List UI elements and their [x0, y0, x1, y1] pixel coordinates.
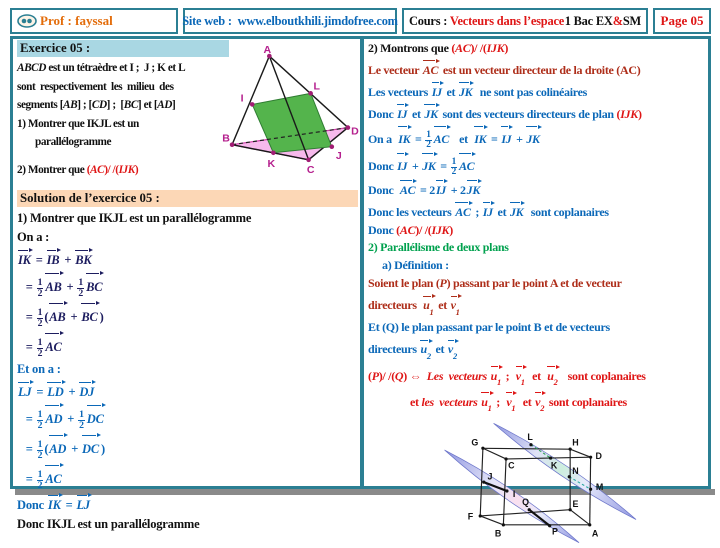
text-line: = $\frac{1}{2}$ AC	[17, 462, 358, 492]
figure-label-D: D	[595, 451, 602, 462]
vector: IK	[47, 492, 63, 515]
vector: IK	[397, 124, 412, 150]
vector: IJ	[396, 151, 409, 177]
text-line: IK = IB + BK	[17, 247, 358, 270]
text-line: ABCD est un tétraèdre et I ; J ; K et L	[17, 62, 186, 74]
vector: $v_1$	[505, 390, 517, 416]
vector: DC	[81, 432, 101, 462]
figure-point-B	[502, 523, 505, 526]
figure-point-J	[482, 481, 485, 484]
figure-label-Q: Q	[522, 497, 530, 508]
vector: JK	[466, 178, 482, 200]
text-line: (P)/ /(Q) ⇔ Les vecteurs $u_1$ ; $v_1$ et $u_2$ sont coplanaires	[368, 364, 708, 390]
fraction: $\frac{1}{2}$	[37, 409, 43, 431]
figure-label-H: H	[572, 437, 579, 448]
vector: AD	[44, 402, 64, 432]
figure-point-J	[329, 144, 334, 149]
text-line: = $\frac{1}{2}$ (AB + BC )	[17, 300, 358, 330]
text-line: Et on a :	[17, 362, 61, 376]
text-line: 2) Montrer que (AC)/ /(IJK)	[17, 163, 139, 176]
text-line: parallélogramme	[35, 136, 112, 148]
vector: LJ	[17, 379, 34, 402]
vector: AC	[454, 200, 472, 222]
text-line: directeurs $u_2$ et $v_2$	[368, 337, 708, 363]
text-line: = $\frac{1}{2}$ (AD + DC )	[17, 432, 358, 462]
text-line: 2) Montrons que (AC)/ /(IJK)	[368, 41, 509, 55]
vector: AC	[433, 124, 451, 150]
vector: IB	[46, 247, 62, 270]
text-line: On a IK = $\frac{1}{2}$ AC et IK = IJ + JK	[368, 124, 708, 151]
figure-label-J: J	[335, 149, 342, 162]
parallel-planes-cube-figure	[378, 418, 708, 548]
fraction: $\frac{1}{2}$	[37, 337, 43, 359]
figure-label-P: P	[552, 526, 558, 537]
text-line: segments [AB] ; [CD] ; [BC] et [AD]	[17, 99, 176, 111]
vector: IK	[473, 124, 488, 150]
text-line: = $\frac{1}{2}$ AD + $\frac{1}{2}$ DC	[17, 402, 358, 432]
figure-label-F: F	[467, 511, 474, 522]
vector: JK	[458, 80, 474, 102]
figure-label-A: A	[263, 44, 272, 57]
document-body	[10, 36, 711, 539]
vector: BC	[85, 270, 104, 300]
text-line: Donc IJ et JK sont des vecteurs directeurs de plan (IJK)	[368, 102, 708, 124]
figure-label-L: L	[527, 432, 533, 443]
text-line: a) Définition :	[382, 258, 449, 273]
text-line: Donc IJ + JK = $\frac{1}{2}$ AC	[368, 151, 708, 178]
vector: IJ	[482, 200, 495, 222]
figure-point-G	[481, 447, 484, 450]
figure-label-B: B	[222, 132, 230, 145]
text-line: LJ = LD + DJ	[17, 379, 358, 402]
vector: LD	[46, 379, 65, 402]
text-line: Donc (AC)/ /(IJK)	[368, 222, 453, 237]
right-column-text	[368, 40, 708, 416]
text-line: sont respectivement les milieu des	[17, 80, 174, 93]
class-label: 1 Bac EX&SM	[564, 13, 641, 28]
site-logo-icon	[17, 14, 37, 28]
course-cell	[402, 8, 648, 34]
vector: DC	[86, 402, 106, 432]
figure-label-I: I	[512, 489, 516, 500]
vector: BC	[80, 300, 99, 330]
vector: AC	[399, 178, 417, 200]
site-url: Site web : www.elboutkhili.jimdofree.com	[182, 13, 398, 28]
page-number-cell	[653, 8, 711, 34]
right-column	[364, 39, 708, 539]
figure-label-I: I	[240, 92, 244, 105]
vector: IJ	[500, 124, 513, 150]
course-title: Cours : Vecteurs dans l’espace	[409, 13, 565, 28]
fraction: $\frac{1}{2}$	[37, 307, 43, 329]
vector: LJ	[76, 492, 93, 515]
figure-label-K: K	[267, 157, 276, 170]
figure-label-L: L	[313, 80, 320, 93]
vector: $u_1$	[422, 293, 435, 319]
vector: JK	[509, 200, 525, 222]
vector: AB	[48, 300, 67, 330]
left-column	[13, 39, 364, 531]
vector: $v_1$	[515, 364, 527, 390]
vector: JK	[421, 151, 437, 177]
vector: JK	[525, 124, 541, 150]
fraction: $\frac{1}{2}$	[37, 439, 43, 461]
exercise-statement	[17, 59, 225, 179]
solution-title: Solution de l’exercice 05 :	[20, 191, 160, 205]
figure-label-C: C	[508, 460, 515, 471]
site-cell	[183, 8, 397, 34]
fraction: $\frac{1}{2}$	[79, 409, 84, 431]
vector: AC	[44, 462, 63, 492]
vector: AC	[44, 330, 63, 360]
text-line: = $\frac{1}{2}$ AB + $\frac{1}{2}$ BC	[17, 270, 358, 300]
vector: IJ	[435, 178, 448, 200]
fraction: $\frac{1}{2}$	[37, 469, 43, 491]
text-line: directeurs $u_1$ et $v_1$	[368, 293, 708, 319]
page-number: Page 05	[660, 13, 704, 28]
figure-point-I	[250, 102, 255, 107]
figure-point-K	[271, 150, 276, 155]
fraction: $\frac{1}{2}$	[426, 129, 431, 151]
tetrahedron-figure	[220, 46, 363, 187]
figure-label-M: M	[595, 482, 604, 493]
figure-label-B: B	[494, 528, 502, 539]
vector: $v_1$	[450, 293, 462, 319]
vector: AC	[422, 58, 440, 80]
figure-label-G: G	[471, 437, 479, 448]
figure-label-D: D	[351, 125, 359, 138]
figure-label-N: N	[572, 466, 579, 477]
figure-label-J: J	[487, 471, 493, 482]
solution-text	[17, 209, 358, 534]
vector: $u_1$	[480, 390, 493, 416]
figure-label-C: C	[306, 163, 315, 176]
text-line: 1) Montrer que IKJL est un	[17, 117, 139, 130]
figure-point-Q	[528, 508, 531, 511]
text-line: 2) Parallélisme de deux plans	[368, 240, 509, 255]
text-line: Le vecteur AC est un vecteur directeur de la droite (AC)	[368, 58, 708, 80]
figure-point-C	[504, 458, 507, 461]
vector: DJ	[78, 379, 96, 402]
vector: BK	[74, 247, 93, 270]
fraction: $\frac{1}{2}$	[451, 156, 456, 178]
text-line: On a :	[17, 230, 50, 244]
text-line: Donc IKJL est un parallélogramme	[17, 517, 200, 531]
document-header	[10, 8, 711, 34]
text-line: Et (Q) le plan passant par le point B et de vecteurs	[368, 320, 610, 335]
document-page	[10, 8, 711, 539]
vector: $u_1$	[490, 364, 503, 390]
figure-point-I	[505, 490, 508, 493]
vector: $v_2$	[534, 390, 546, 416]
fraction: $\frac{1}{2}$	[37, 277, 43, 299]
figure-label-A: A	[591, 528, 599, 539]
vector: JK	[423, 102, 439, 124]
text-line: Donc AC = 2IJ + 2JK	[368, 178, 708, 200]
figure-point-M	[589, 488, 592, 491]
figure-point-H	[569, 448, 572, 451]
vector: $u_2$	[419, 337, 432, 363]
fraction: $\frac{1}{2}$	[78, 277, 84, 299]
vector: IK	[17, 247, 33, 270]
figure-point-F	[479, 515, 482, 518]
exercise-title: Exercice 05 :	[20, 41, 91, 55]
figure-point-D	[346, 125, 351, 130]
figure-point-N	[568, 475, 571, 478]
figure-point-A	[588, 523, 591, 526]
text-line: = $\frac{1}{2}$ AC	[17, 330, 358, 360]
figure-point-D	[589, 456, 592, 459]
vector: AB	[44, 270, 63, 300]
figure-point-P	[548, 524, 551, 527]
figure-point-B	[230, 142, 235, 147]
figure-point-L	[529, 443, 532, 446]
text-line: et les vecteurs $u_1$ ; $v_1$ et $v_2$ sont coplanaires	[368, 390, 708, 416]
figure-label-K: K	[550, 460, 558, 471]
text-line: 1) Montrer que IKJL est un parallélogramme	[17, 211, 252, 225]
vector: AC	[458, 151, 476, 177]
figure-point-E	[569, 508, 572, 511]
text-line: Donc IK = LJ	[17, 492, 358, 515]
vector: IJ	[431, 80, 444, 102]
solution-title-bar	[17, 190, 358, 207]
vector: $v_2$	[447, 337, 459, 363]
vector: AD	[48, 432, 68, 462]
figure-label-E: E	[572, 499, 579, 510]
text-line: Soient le plan (P) passant par le point A et de vecteur	[368, 276, 622, 291]
vector: $u_2$	[546, 364, 559, 390]
prof-cell	[10, 8, 178, 34]
text-line: Donc les vecteurs AC ; IJ et JK sont coplanaires	[368, 200, 708, 222]
figure-point-L	[308, 91, 313, 96]
figure-point-C	[306, 157, 311, 162]
figure-point-K	[549, 457, 552, 460]
text-line: Les vecteurs IJ et JK ne sont pas colinéaires	[368, 80, 708, 102]
exercise-title-bar	[17, 40, 229, 57]
vector: IJ	[396, 102, 409, 124]
prof-label: Prof : fayssal	[40, 13, 113, 28]
